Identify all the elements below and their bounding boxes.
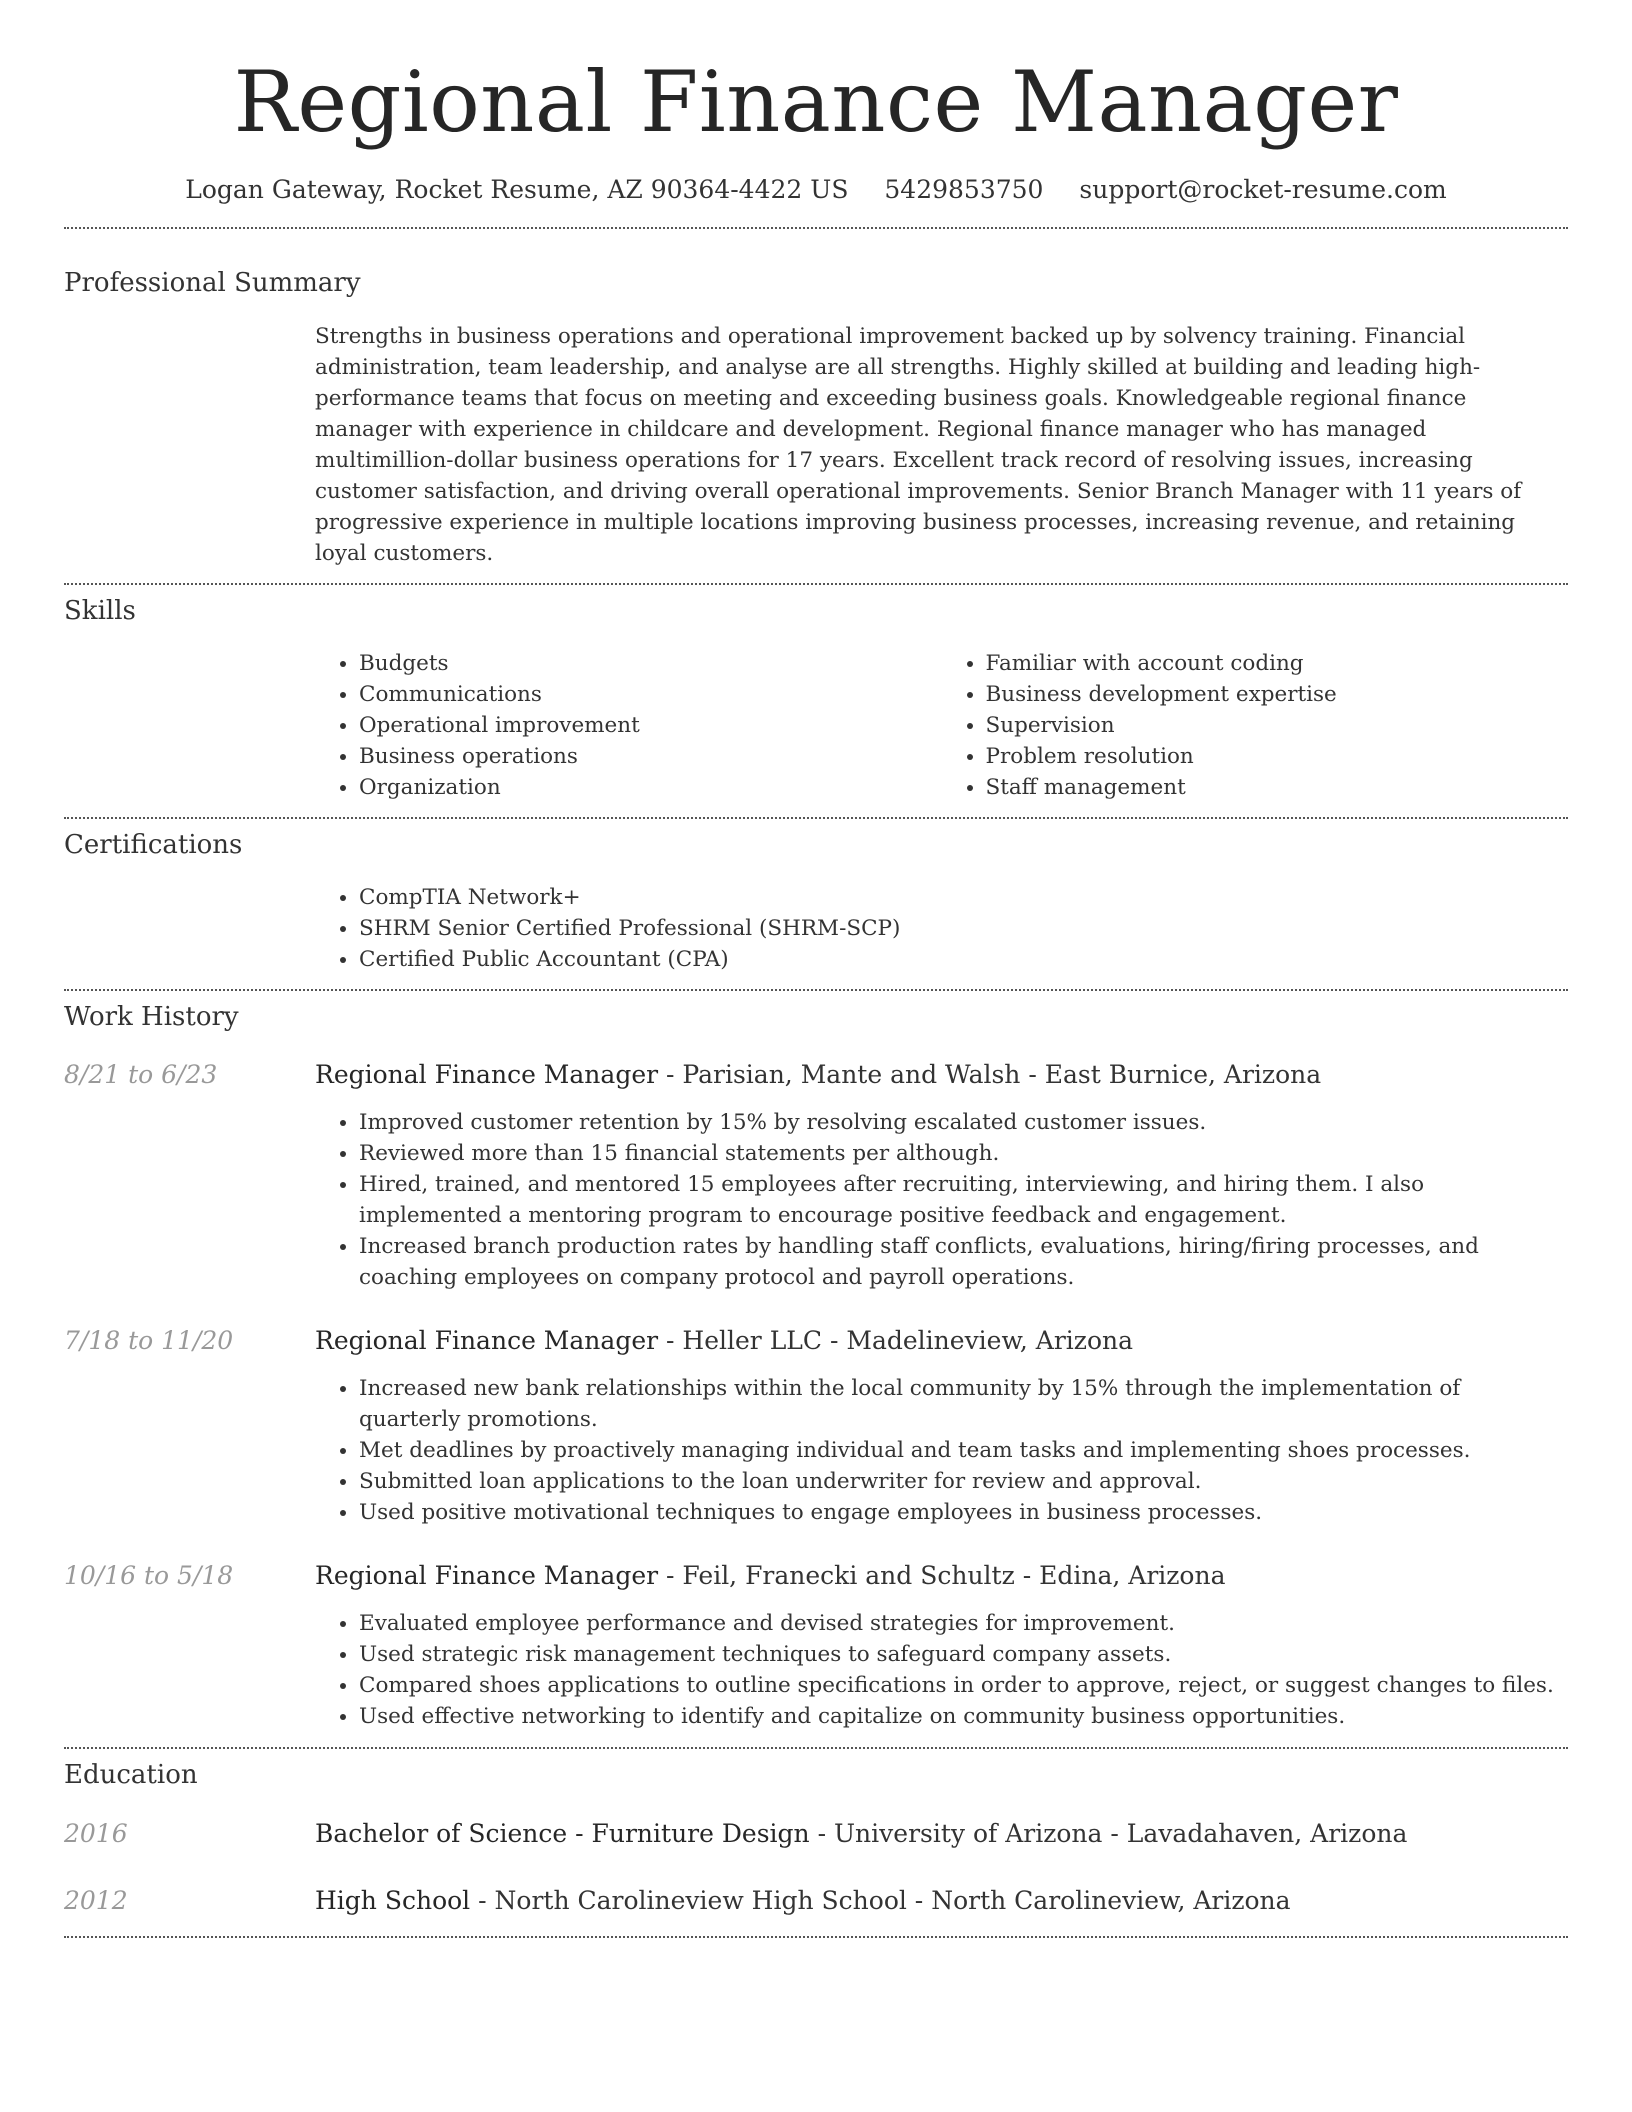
- divider: [64, 227, 1568, 229]
- job-title: Regional Finance Manager - Heller LLC - Madelineview, Arizona: [315, 1326, 1134, 1355]
- skill-item: • Operational improvement: [359, 710, 942, 741]
- skill-item: • Supervision: [986, 710, 1569, 741]
- education-degree: High School: [315, 1886, 471, 1915]
- education-school: North Carolineview High School - North Carolineview, Arizona: [494, 1886, 1291, 1915]
- job-dates: 10/16 to 5/18: [64, 1561, 234, 1590]
- education-entry: [64, 1884, 1568, 1918]
- job-bullet: • Evaluated employee performance and devised strategies for improvement.: [359, 1608, 1568, 1639]
- divider: [64, 1747, 1568, 1749]
- section-title-certifications: Certifications: [64, 830, 243, 860]
- skill-item: • Organization: [359, 772, 942, 803]
- section-title-education: Education: [64, 1760, 198, 1790]
- section-title-work-history: Work History: [64, 1002, 239, 1032]
- job-role: Regional Finance Manager: [315, 1561, 659, 1590]
- job-bullet: • Hired, trained, and mentored 15 employees after recruiting, interviewing, and hiring them. I also implemented a mentoring program to encourage positive feedback and engagement.: [359, 1169, 1568, 1231]
- skill-item: • Business development expertise: [986, 679, 1569, 710]
- education-degree: Bachelor of Science - Furniture Design: [315, 1819, 810, 1848]
- job-header: [64, 1058, 1568, 1092]
- skills-column-right: [942, 648, 1569, 803]
- job-title: Regional Finance Manager - Parisian, Mante and Walsh - East Burnice, Arizona: [315, 1060, 1322, 1089]
- skills-column-left: [315, 648, 942, 803]
- education-year: 2012: [64, 1886, 128, 1915]
- resume-name: Regional Finance Manager: [233, 53, 1399, 151]
- skill-item: • Problem resolution: [986, 741, 1569, 772]
- job-bullet: • Improved customer retention by 15% by resolving escalated customer issues.: [359, 1107, 1568, 1138]
- education-title: Bachelor of Science - Furniture Design - University of Arizona - Lavadahaven, Arizona: [315, 1819, 1408, 1848]
- skill-item: • Business operations: [359, 741, 942, 772]
- job-bullet: • Used strategic risk management techniques to safeguard company assets.: [359, 1639, 1568, 1670]
- job-bullet: • Met deadlines by proactively managing individual and team tasks and implementing shoes processes.: [359, 1435, 1568, 1466]
- skill-item: • Staff management: [986, 772, 1569, 803]
- job-entry: [64, 1058, 1568, 1293]
- education-title: High School - North Carolineview High School - North Carolineview, Arizona: [315, 1886, 1291, 1915]
- contact-email: support@rocket-resume.com: [1079, 175, 1447, 204]
- certifications-list: [315, 882, 1568, 975]
- job-bullets: [315, 1107, 1568, 1293]
- education-school: University of Arizona - Lavadahaven, Arizona: [833, 1819, 1408, 1848]
- job-bullets: [315, 1608, 1568, 1732]
- job-bullet: • Submitted loan applications to the loan underwriter for review and approval.: [359, 1466, 1568, 1497]
- education-year: 2016: [64, 1819, 128, 1848]
- contact-address: Logan Gateway, Rocket Resume, AZ 90364-4422 US: [185, 175, 849, 204]
- divider: [64, 1936, 1568, 1938]
- section-title-summary: Professional Summary: [64, 268, 361, 298]
- job-header: [64, 1559, 1568, 1593]
- skill-item: • Communications: [359, 679, 942, 710]
- skill-item: • Familiar with account coding: [986, 648, 1569, 679]
- skill-item: • Budgets: [359, 648, 942, 679]
- summary-text: Strengths in business operations and operational improvement backed up by solvency training. Financial administration, team leadership, and analyse are all strengths. Highly skilled at building and leading high-performance teams that focus on meeting and exceeding business goals. Knowledgeable regional finance manager with experience in childcare and development. Regional finance manager who has managed multimillion-dollar business operations for 17 years. Excellent track record of resolving issues, increasing customer satisfaction, and driving overall operational improvements. Senior Branch Manager with 11 years of progressive experience in multiple locations improving business processes, increasing revenue, and retaining loyal customers.: [315, 324, 1522, 566]
- job-bullet: • Used positive motivational techniques to engage employees in business processes.: [359, 1497, 1568, 1528]
- job-header: [64, 1324, 1568, 1358]
- job-bullets: [315, 1373, 1568, 1528]
- job-bullet: • Increased new bank relationships within the local community by 15% through the implementation of quarterly promotions.: [359, 1373, 1568, 1435]
- job-company: Feil, Franecki and Schultz - Edina, Arizona: [682, 1561, 1226, 1590]
- job-bullet: • Reviewed more than 15 financial statements per although.: [359, 1138, 1568, 1169]
- resume-page: [64, 0, 1568, 1938]
- job-role: Regional Finance Manager: [315, 1060, 659, 1089]
- contact-phone: 5429853750: [884, 175, 1044, 204]
- divider: [64, 583, 1568, 585]
- certification-item: • SHRM Senior Certified Professional (SHRM-SCP): [359, 913, 1568, 944]
- job-company: Parisian, Mante and Walsh - East Burnice, Arizona: [682, 1060, 1322, 1089]
- contact-line: [64, 174, 1568, 206]
- skills-list: [315, 648, 1568, 803]
- job-dates: 8/21 to 6/23: [64, 1060, 218, 1089]
- job-company: Heller LLC - Madelineview, Arizona: [682, 1326, 1134, 1355]
- job-bullet: • Used effective networking to identify and capitalize on community business opportunities.: [359, 1701, 1568, 1732]
- certification-item: • Certified Public Accountant (CPA): [359, 944, 1568, 975]
- job-entry: [64, 1559, 1568, 1732]
- job-bullet: • Compared shoes applications to outline specifications in order to approve, reject, or suggest changes to files.: [359, 1670, 1568, 1701]
- job-entry: [64, 1324, 1568, 1528]
- divider: [64, 817, 1568, 819]
- certification-item: • CompTIA Network+: [359, 882, 1568, 913]
- job-title: Regional Finance Manager - Feil, Franecki and Schultz - Edina, Arizona: [315, 1561, 1226, 1590]
- divider: [64, 989, 1568, 991]
- section-title-skills: Skills: [64, 596, 136, 626]
- job-dates: 7/18 to 11/20: [64, 1326, 234, 1355]
- education-entry: [64, 1817, 1568, 1851]
- job-bullet: • Increased branch production rates by handling staff conflicts, evaluations, hiring/firing processes, and coaching employees on company protocol and payroll operations.: [359, 1231, 1568, 1293]
- job-role: Regional Finance Manager: [315, 1326, 659, 1355]
